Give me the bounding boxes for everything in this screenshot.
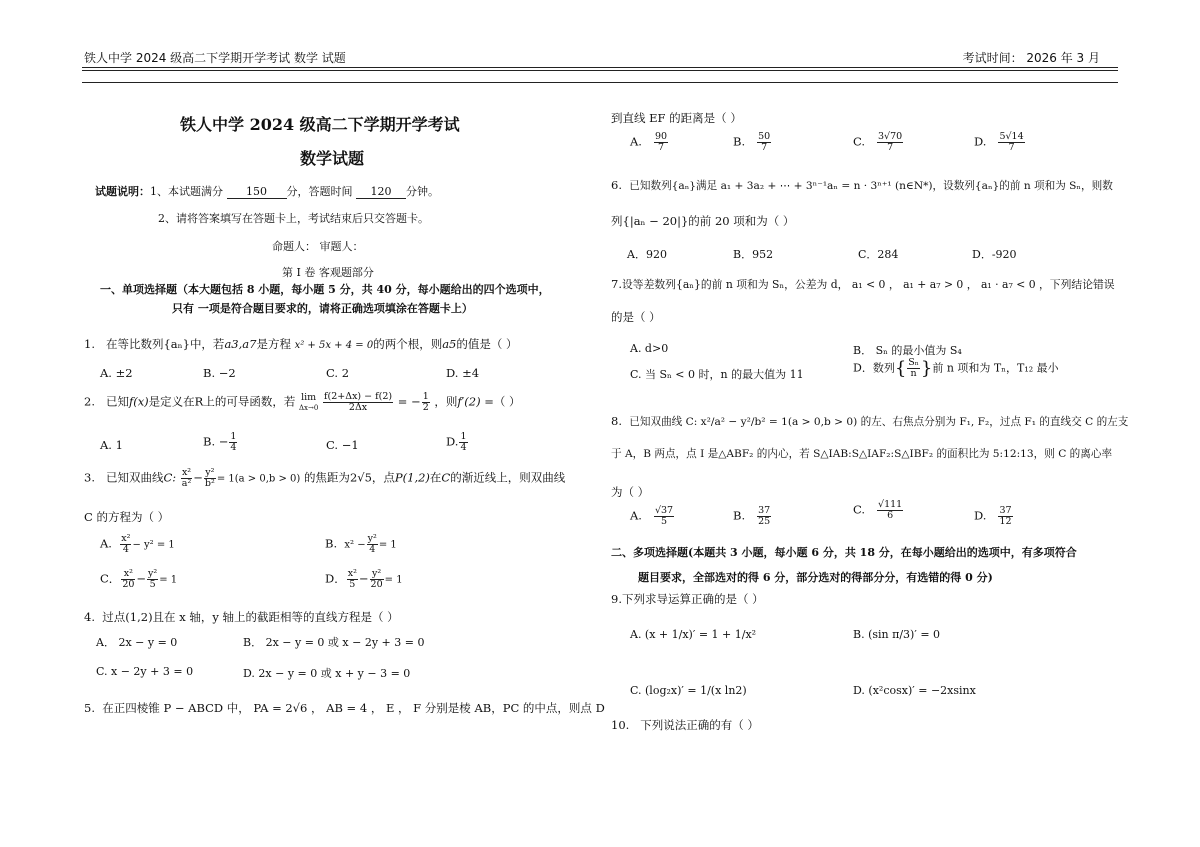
q3-option-d[interactable]: D． $\frac{\text{x²}}{5}$ − $\frac{\text{y²}}{20}$ = 1 (325, 568, 403, 590)
q9-option-d[interactable]: D. (x²cosx)′ = −2xsinx (853, 684, 976, 697)
q8-option-c[interactable]: C. $\frac{√111}{6}$ (853, 499, 903, 521)
q2-option-c[interactable]: C. −1 (326, 438, 359, 452)
q1-option-c[interactable]: C. 2 (326, 366, 350, 380)
header-left: 铁人中学 2024 级高二下学期开学考试 数学 试题 (84, 51, 346, 65)
question-8: 8. 已知双曲线 C: x²/a² − y²/b² = 1(a > 0,b > 0) 的左、右焦点分别为 F₁, F₂，过点 F₁ 的直线交 C 的左支 (611, 414, 1129, 428)
question-6: 6. 已知数列{aₙ}满足 a₁ + 3a₂ + ⋯ + 3ⁿ⁻¹aₙ = n · 3ⁿ⁺¹ (n∈N*)，设数列{aₙ}的前 n 项和为 Sₙ，则数 (611, 178, 1113, 192)
question-3-line-2: C 的方程为（ ） (84, 510, 170, 524)
question-3: 3. 已知双曲线C: $\frac{\text{x²}}{\text{a²}}$ − $\frac{\text{y²}}{\text{b²}}$ = 1(a > 0,b > 0) 的焦距为2√5，点P(1,2)在C的渐近线上，则双曲线 (84, 467, 566, 489)
q5-option-c[interactable]: C. $\frac{3√70}{7}$ (853, 131, 903, 153)
q8-option-a[interactable]: A. $\frac{√37}{5}$ (630, 505, 674, 527)
q1-option-d[interactable]: D. ±4 (446, 366, 480, 380)
q3-option-a[interactable]: A. $\frac{\text{x²}}{4}$ − y² = 1 (100, 533, 175, 555)
q4-option-a[interactable]: A． 2x − y = 0 (96, 636, 178, 649)
authors: 命题人： 审题人： (272, 240, 364, 253)
q3-option-b[interactable]: B. x² − $\frac{\text{y²}}{4}$ = 1 (325, 533, 397, 555)
question-8-line-2: 于 A，B 两点，点 I 是△ABF₂ 的内心，若 S△IAB:S△IAF₂:S△IBF₂ 的面积比为 5:12:13，则 C 的离心率 (611, 448, 1113, 460)
question-5-cont: 到直线 EF 的距离是（ ） (611, 111, 742, 125)
section-1-heading-2: 只有 一项是符合题目要求的，请将正确选项填涂在答题卡上） (172, 302, 473, 315)
question-7-line-2: 的是（ ） (611, 310, 661, 324)
question-7: 7.设等差数列{aₙ}的前 n 项和为 Sₙ，公差为 d， a₁ < 0 ， a₁ + a₇ > 0 ， a₁ · a₇ < 0 ，下列结论错误 (611, 277, 1115, 291)
question-8-line-3: 为（ ） (611, 485, 650, 499)
notice-2: 2、请将答案填写在答题卡上，考试结束后只交答题卡。 (158, 212, 429, 225)
q7-option-a[interactable]: A. d>0 (630, 342, 669, 355)
header-rule (82, 67, 1118, 68)
q4-option-b[interactable]: B． 2x − y = 0 或 x − 2y + 3 = 0 (243, 636, 425, 649)
question-1: 1. 在等比数列{aₙ}中，若a3,a7是方程 x² + 5x + 4 = 0的两个根，则a5的值是（ ） (84, 337, 518, 351)
question-9: 9.下列求导运算正确的是（ ） (611, 592, 764, 606)
header-right: 考试时间： 2026 年 3 月 (962, 51, 1100, 65)
header-rule-2 (82, 70, 1118, 71)
section-1-heading: 一、单项选择题（本大题包括 8 小题，每小题 5 分，共 40 分，每小题给出的四个选项中， (100, 283, 550, 296)
question-10: 10. 下列说法正确的有（ ） (611, 718, 759, 732)
q7-option-c[interactable]: C. 当 Sₙ < 0 时，n 的最大值为 11 (630, 368, 804, 381)
q7-option-d[interactable]: D．数列{ $\frac{\text{Sₙ}}{n}$ }前 n 项和为 Tₙ，T₁₂ 最小 (853, 357, 1059, 379)
q3-option-c[interactable]: C． $\frac{\text{x²}}{20}$ − $\frac{\text{y²}}{5}$ = 1 (100, 568, 178, 590)
part-1-heading: 第 I 卷 客观题部分 (282, 266, 374, 279)
section-2-heading-2: 题目要求，全部选对的得 6 分，部分选对的得部分分，有选错的得 0 分) (638, 571, 993, 584)
page-subtitle: 数学试题 (300, 149, 365, 168)
q2-option-b[interactable]: B. − $\frac{1}{4}$ (203, 431, 237, 453)
question-2: 2. 已知f(x)是定义在R上的可导函数，若 lim Δx→0 $\frac{f(2+\Delta x) - f(2)}{2\Delta x}$ = − $\frac{1}{2}$ ，则f′(2) =（ ） (84, 391, 521, 413)
q2-option-d[interactable]: D. $\frac{1}{4}$ (446, 431, 467, 453)
q4-option-c[interactable]: C. x − 2y + 3 = 0 (96, 665, 194, 678)
q5-option-d[interactable]: D. $\frac{5√14}{7}$ (974, 131, 1024, 153)
section-2-heading: 二、多项选择题(本题共 3 小题，每小题 6 分，共 18 分，在每小题给出的选项中，有多项符合 (611, 546, 1077, 559)
notice-1: 试题说明：1、本试题满分 150 分，答题时间 120 分钟。 (95, 185, 439, 198)
q6-option-d[interactable]: D．-920 (972, 248, 1017, 261)
q4-option-d[interactable]: D. 2x − y = 0 或 x + y − 3 = 0 (243, 667, 411, 680)
q9-option-a[interactable]: A. (x + 1/x)′ = 1 + 1/x² (630, 628, 757, 641)
question-4: 4. 过点(1,2)且在 x 轴，y 轴上的截距相等的直线方程是（ ） (84, 610, 399, 624)
page-title: 铁人中学 2024 级高二下学期开学考试 (180, 115, 460, 134)
question-5: 5. 在正四棱锥 P − ABCD 中， PA = 2√6 ， AB = 4 ， E ， F 分别是棱 AB，PC 的中点，则点 D (84, 701, 605, 715)
q5-option-a[interactable]: A. $\frac{90}{7}$ (630, 131, 668, 153)
q1-option-b[interactable]: B. −2 (203, 366, 236, 380)
header-rule-3 (82, 82, 1118, 83)
q5-option-b[interactable]: B. $\frac{50}{7}$ (733, 131, 771, 153)
q6-option-c[interactable]: C．284 (858, 248, 899, 261)
q1-option-a[interactable]: A. ±2 (100, 366, 133, 380)
q8-option-d[interactable]: D. $\frac{37}{12}$ (974, 505, 1012, 527)
q9-option-b[interactable]: B. (sin π/3)′ = 0 (853, 628, 941, 641)
q7-option-b[interactable]: B． Sₙ 的最小值为 S₄ (853, 344, 962, 357)
q9-option-c[interactable]: C. (log₂x)′ = 1/(x ln2) (630, 684, 747, 697)
question-6-line-2: 列{|aₙ − 20|}的前 20 项和为（ ） (611, 214, 795, 228)
q8-option-b[interactable]: B. $\frac{37}{25}$ (733, 505, 771, 527)
q6-option-a[interactable]: A．920 (627, 248, 667, 261)
q2-option-a[interactable]: A. 1 (100, 438, 123, 452)
q6-option-b[interactable]: B．952 (733, 248, 774, 261)
